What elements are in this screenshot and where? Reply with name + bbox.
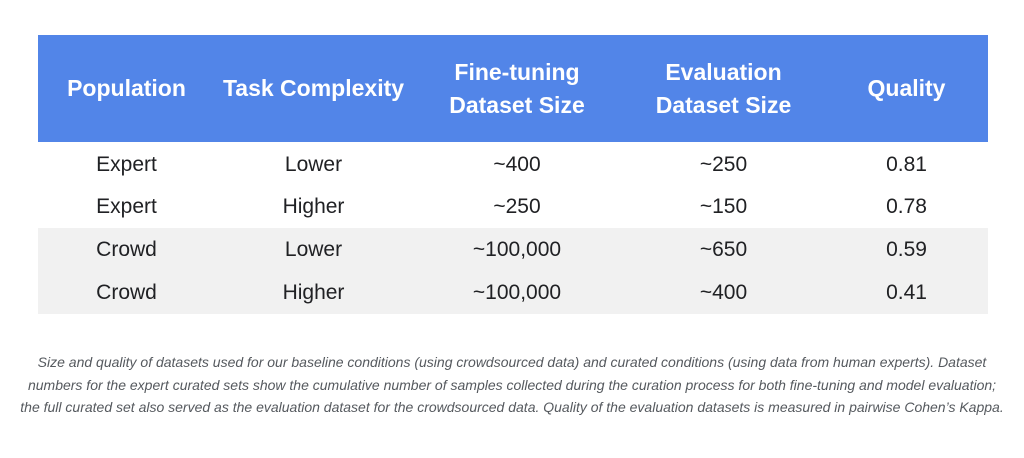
cell-evaluation-size: ~250	[699, 153, 748, 176]
cell-population: Expert	[96, 194, 157, 218]
cell-quality: 0.59	[886, 237, 927, 261]
header-label-line-1: Evaluation	[665, 58, 782, 85]
header-population	[38, 35, 215, 142]
cell-task-complexity: Higher	[282, 194, 345, 218]
cell-quality: 0.81	[886, 153, 927, 176]
cell-task-complexity: Lower	[284, 153, 343, 176]
header-label-line-1: Fine-tuning	[454, 58, 580, 85]
cell-fine-tuning-size: ~100,000	[472, 280, 562, 304]
cell-task-complexity: Lower	[284, 237, 343, 261]
header-fine-tuning-dataset-size	[412, 35, 622, 142]
dataset-table-container	[38, 35, 988, 314]
cell-fine-tuning-size: ~100,000	[472, 237, 562, 261]
cell-population: Crowd	[96, 280, 157, 304]
cell-quality: 0.78	[886, 194, 927, 218]
table-caption: Size and quality of datasets used for our baseline conditions (using crowdsourced data) and curated conditions (using data from human experts). Dataset numbers for the expert curated sets show the cumulative number of samples collected during the curation process for both fine-tuning and model evaluation; the full curated set also served as the evaluation dataset for the crowdsourced data. Quality of the evaluation datasets is measured in pairwise Cohen’s Kappa.	[20, 354, 1004, 415]
dataset-table	[38, 35, 988, 314]
table-row	[38, 185, 988, 228]
table-body	[38, 142, 988, 314]
header-label: Population	[67, 75, 186, 101]
cell-evaluation-size: ~150	[699, 194, 748, 218]
cell-fine-tuning-size: ~250	[493, 194, 541, 218]
header-task-complexity	[215, 35, 412, 142]
header-row	[38, 35, 988, 142]
cell-quality: 0.41	[886, 280, 927, 304]
header-label: Task Complexity	[222, 75, 405, 101]
header-label-line-2: Dataset Size	[449, 91, 585, 118]
table-row	[38, 228, 988, 271]
cell-fine-tuning-size: ~400	[493, 153, 541, 176]
header-quality	[825, 35, 988, 142]
cell-population: Expert	[96, 153, 157, 176]
cell-task-complexity: Higher	[282, 280, 345, 304]
table-header	[38, 35, 988, 142]
table-row	[38, 271, 988, 314]
cell-evaluation-size: ~400	[699, 280, 748, 304]
cell-population: Crowd	[96, 237, 157, 261]
header-evaluation-dataset-size	[622, 35, 825, 142]
cell-evaluation-size: ~650	[699, 237, 748, 261]
header-label-line-2: Dataset Size	[655, 91, 792, 118]
header-label: Quality	[867, 75, 946, 101]
table-row	[38, 142, 988, 185]
